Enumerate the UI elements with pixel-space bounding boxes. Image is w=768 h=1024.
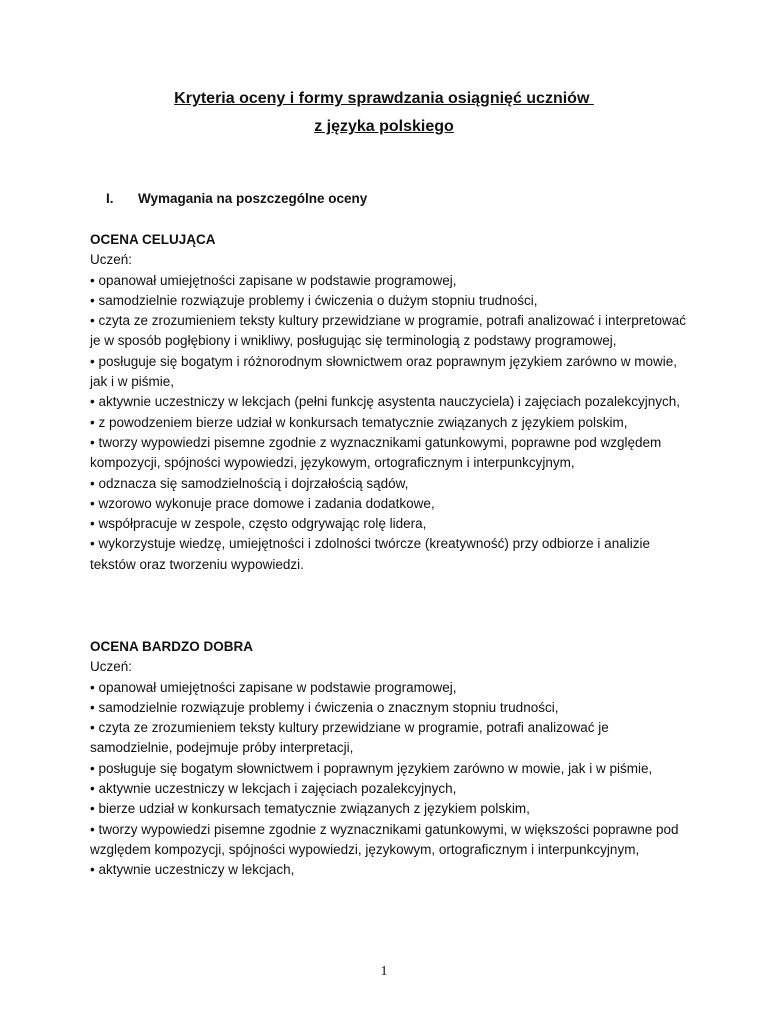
list-item xyxy=(90,759,690,779)
bullet: • xyxy=(90,821,95,837)
list-item xyxy=(90,678,690,698)
bullet: • xyxy=(90,699,95,715)
list-item xyxy=(90,860,690,880)
list-item-text: wykorzystuje wiedzę, umiejętności i zdolności twórcze (kreatywność) przy odbiorze i analizie tekstów oraz tworzeniu wypowiedzi. xyxy=(90,536,650,572)
grade-subject: Uczeń: xyxy=(90,659,133,675)
list-item-text: posługuje się bogatym i różnorodnym słownictwem oraz poprawnym językiem zarówno w mowie, jak i w piśmie, xyxy=(90,353,677,390)
list-item xyxy=(90,413,690,433)
list-item-text: współpracuje w zespole, często odgrywając rolę lidera, xyxy=(98,516,427,532)
list-item xyxy=(90,799,690,819)
grade-heading: OCENA CELUJĄCA xyxy=(90,232,216,247)
bullet: • xyxy=(90,272,95,288)
list-item xyxy=(90,474,690,494)
list-item-text: tworzy wypowiedzi pisemne zgodnie z wyznacznikami gatunkowymi, poprawne pod względem kompozycji, spójności wypowiedzi, językowym, ortograficznym i interpunkcyjnym, xyxy=(90,434,662,471)
bullet: • xyxy=(90,434,95,450)
list-item xyxy=(90,514,690,534)
bullet: • xyxy=(90,536,95,552)
bullet: • xyxy=(90,720,95,736)
list-item xyxy=(90,779,690,799)
list-item-text: z powodzeniem bierze udział w konkursach tematycznie związanych z językiem polskim, xyxy=(98,414,628,430)
list-item-text: odznacza się samodzielnością i dojrzałością sądów, xyxy=(98,475,409,491)
bullet: • xyxy=(90,475,95,491)
bullet: • xyxy=(90,353,95,369)
bullet: • xyxy=(90,679,95,695)
bullet: • xyxy=(90,313,95,329)
bullet: • xyxy=(90,760,95,776)
bullet: • xyxy=(90,781,95,797)
list-item xyxy=(90,352,690,393)
list-item-text: bierze udział w konkursach tematycznie związanych z językiem polskim, xyxy=(98,801,530,817)
list-item xyxy=(90,392,690,412)
list-item xyxy=(90,534,690,575)
grade-subject: Uczeń: xyxy=(90,252,133,268)
list-item-text: aktywnie uczestniczy w lekcjach i zajęciach pozalekcyjnych, xyxy=(98,781,457,797)
bullet: • xyxy=(90,414,95,430)
bullet: • xyxy=(90,495,95,511)
list-item-text: tworzy wypowiedzi pisemne zgodnie z wyznacznikami gatunkowymi, w większości poprawne pod względem kompozycji, spójności wypowiedzi, językowym, ortograficznym i interpunkcyjnym, xyxy=(90,821,679,857)
grade-section-celujaca xyxy=(90,230,690,575)
list-item xyxy=(90,291,690,311)
list-item-text: opanował umiejętności zapisane w podstawie programowej, xyxy=(98,272,457,288)
bullet: • xyxy=(90,801,95,817)
list-item-text: posługuje się bogatym słownictwem i poprawnym językiem zarówno w mowie, jak i w piśmie, xyxy=(98,760,653,776)
list-item-text: aktywnie uczestniczy w lekcjach, xyxy=(98,862,295,878)
bullet: • xyxy=(90,292,95,308)
list-item-text: wzorowo wykonuje prace domowe i zadania dodatkowe, xyxy=(98,495,435,511)
grade-section-bardzo-dobra xyxy=(90,637,690,881)
document-title-line-1: Kryteria oceny i formy sprawdzania osiągnięć uczniów xyxy=(174,90,594,107)
grade-heading: OCENA BARDZO DOBRA xyxy=(90,639,253,654)
list-item-text: samodzielnie rozwiązuje problemy i ćwiczenia o znacznym stopniu trudności, xyxy=(98,699,559,715)
list-item-text: opanował umiejętności zapisane w podstawie programowej, xyxy=(98,679,457,695)
bullet: • xyxy=(90,862,95,878)
section-title: Wymagania na poszczególne oceny xyxy=(138,191,368,206)
section-number: I. xyxy=(106,191,114,206)
list-item-text: aktywnie uczestniczy w lekcjach (pełni funkcję asystenta nauczyciela) i zajęciach pozalekcyjnych, xyxy=(98,394,681,410)
list-item xyxy=(90,271,690,291)
list-item xyxy=(90,494,690,514)
bullet: • xyxy=(90,516,95,532)
page-number: 1 xyxy=(380,964,388,979)
document-title-line-2: z języka polskiego xyxy=(314,118,454,135)
list-item xyxy=(90,698,690,718)
list-item-text: samodzielnie rozwiązuje problemy i ćwiczenia o dużym stopniu trudności, xyxy=(98,292,538,308)
bullet: • xyxy=(90,394,95,410)
section-heading xyxy=(106,189,367,209)
list-item xyxy=(90,433,690,474)
list-item xyxy=(90,311,690,352)
list-item-text: czyta ze zrozumieniem teksty kultury przewidziane w programie, potrafi analizować i interpretować je w sposób pogłębiony i wnikliwy, posługując się terminologią z podstawy programowej, xyxy=(90,313,686,349)
list-item xyxy=(90,820,690,861)
list-item xyxy=(90,718,690,759)
list-item-text: czyta ze zrozumieniem teksty kultury przewidziane w programie, potrafi analizować je samodzielnie, podejmuje próby interpretacji, xyxy=(90,720,609,756)
